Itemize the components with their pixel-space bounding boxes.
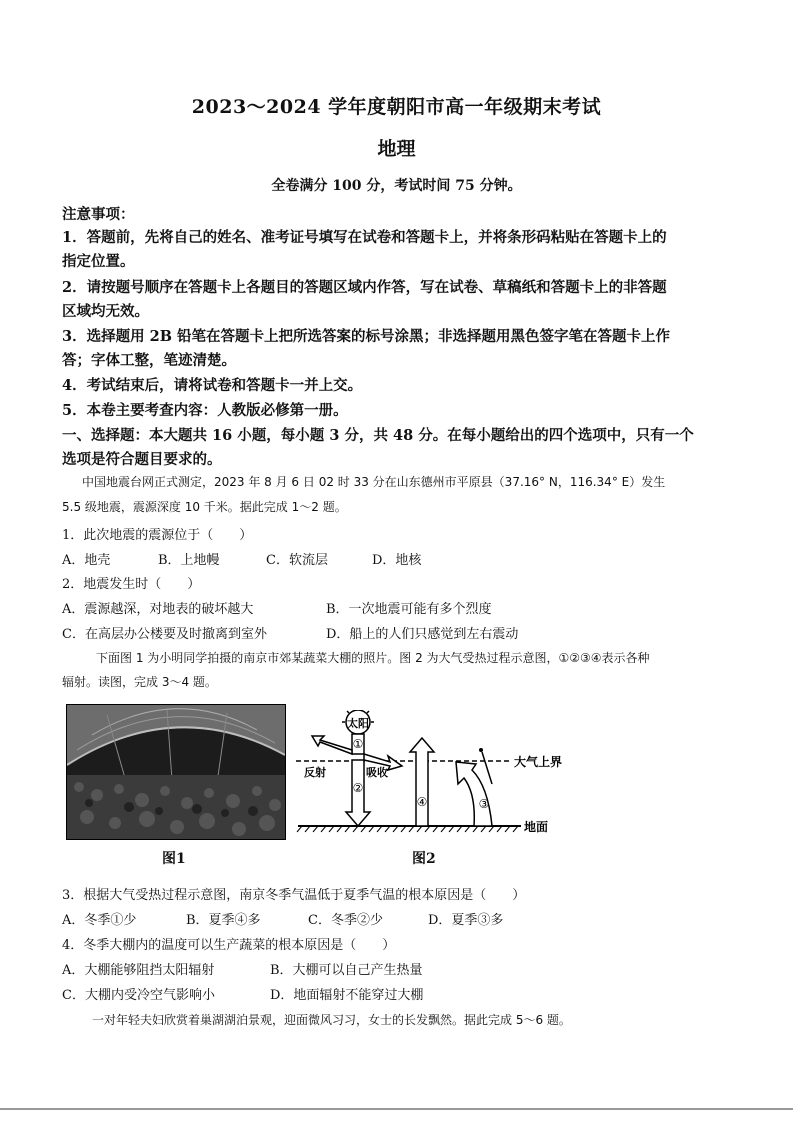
section-heading-cont: 选项是符合题目要求的。 (62, 451, 222, 468)
exam-title: 2023～2024 学年度朝阳市高一年级期末考试 (191, 96, 602, 118)
q3-option-c[interactable]: C．冬季②少 (308, 913, 383, 928)
q2-option-a[interactable]: A．震源越深，对地表的破坏越大 (62, 602, 254, 617)
q4-option-a[interactable]: A．大棚能够阻挡太阳辐射 (62, 963, 215, 978)
score-line: 全卷满分 100 分，考试时间 75 分钟。 (271, 178, 522, 194)
absorb-label: 吸收 (366, 766, 388, 779)
radiation-1-label: ① (352, 737, 364, 751)
q1-option-b[interactable]: B．上地幔 (158, 553, 220, 568)
q1-option-a[interactable]: A．地壳 (62, 553, 111, 568)
sun-label: 太阳 (347, 717, 369, 730)
note-line: 3．选择题用 2B 铅笔在答题卡上把所选答案的标号涂黑；非选择题用黑色签字笔在答题卡上作 (62, 328, 671, 345)
q3-option-d[interactable]: D．夏季③多 (428, 913, 504, 928)
figure-1-label: 图1 (162, 851, 186, 867)
radiation-3-arrow (456, 762, 492, 826)
escape-dot (479, 748, 483, 752)
q3-option-b[interactable]: B．夏季④多 (186, 913, 261, 928)
q2-option-d[interactable]: D．船上的人们只感觉到左右震动 (326, 627, 519, 642)
q4-option-c[interactable]: C．大棚内受冷空气影响小 (62, 988, 215, 1003)
question-3-stem: 3．根据大气受热过程示意图，南京冬季气温低于夏季气温的根本原因是（ ） (62, 888, 526, 903)
q2-option-c[interactable]: C．在高层办公楼要及时撤离到室外 (62, 627, 267, 642)
radiation-2-label: ② (352, 781, 364, 795)
passage-2-line: 下面图 1 为小明同学拍摄的南京市郊某蔬菜大棚的照片。图 2 为大气受热过程示意图，①②③④表示各种 (96, 651, 650, 665)
note-line: 区域均无效。 (62, 303, 149, 320)
q4-option-d[interactable]: D．地面辐射不能穿过大棚 (270, 988, 424, 1003)
q1-option-c[interactable]: C．软流层 (266, 553, 328, 568)
passage-3-line: 一对年轻夫妇欣赏着巢湖湖泊景观，迎面微风习习，女士的长发飘然。据此完成 5～6 题。 (92, 1013, 571, 1027)
note-line: 4．考试结束后，请将试卷和答题卡一并上交。 (62, 377, 363, 394)
q4-option-b[interactable]: B．大棚可以自己产生热量 (270, 963, 423, 978)
radiation-4-arrow (410, 738, 434, 826)
notes-heading: 注意事项： (62, 206, 135, 223)
atmosphere-top-label: 大气上界 (514, 755, 563, 769)
q3-option-a[interactable]: A．冬季①少 (62, 913, 137, 928)
escape-line (482, 752, 492, 784)
question-4-stem: 4．冬季大棚内的温度可以生产蔬菜的根本原因是（ ） (62, 938, 396, 953)
radiation-4-label: ④ (416, 795, 428, 809)
note-line: 指定位置。 (62, 253, 135, 270)
ground-label: 地面 (524, 820, 549, 834)
reflect-label: 反射 (304, 766, 326, 779)
passage-1-line: 5.5 级地震，震源深度 10 千米。据此完成 1～2 题。 (62, 500, 347, 514)
question-1-stem: 1．此次地震的震源位于（ ） (62, 528, 253, 543)
note-line: 答；字体工整，笔迹清楚。 (62, 352, 236, 369)
note-line: 2．请按题号顺序在答题卡上各题目的答题区域内作答，写在试卷、草稿纸和答题卡上的非答题 (62, 279, 667, 296)
q1-option-d[interactable]: D．地核 (372, 553, 422, 568)
section-heading: 一、选择题：本大题共 16 小题，每小题 3 分，共 48 分。在每小题给出的四个选项中，只有一个 (62, 427, 694, 444)
subject-title: 地理 (377, 138, 416, 160)
passage-2-line: 辐射。读图，完成 3～4 题。 (62, 675, 217, 689)
reflect-arrow (312, 736, 352, 754)
note-line: 1．答题前，先将自己的姓名、准考证号填写在试卷和答题卡上，并将条形码粘贴在答题卡上的 (62, 229, 667, 246)
passage-1-line: 中国地震台网正式测定，2023 年 8 月 6 日 02 时 33 分在山东德州市平原县（37.16° N，116.34° E）发生 (82, 475, 666, 489)
greenhouse-photo (66, 704, 286, 840)
figure-2-label: 图2 (412, 851, 436, 867)
atmosphere-heating-diagram (296, 710, 586, 842)
page-bottom-rule (0, 1108, 793, 1110)
q2-option-b[interactable]: B．一次地震可能有多个烈度 (326, 602, 492, 617)
note-line: 5．本卷主要考查内容：人教版必修第一册。 (62, 402, 348, 419)
question-2-stem: 2．地震发生时（ ） (62, 577, 201, 592)
radiation-3-label: ③ (478, 797, 490, 811)
